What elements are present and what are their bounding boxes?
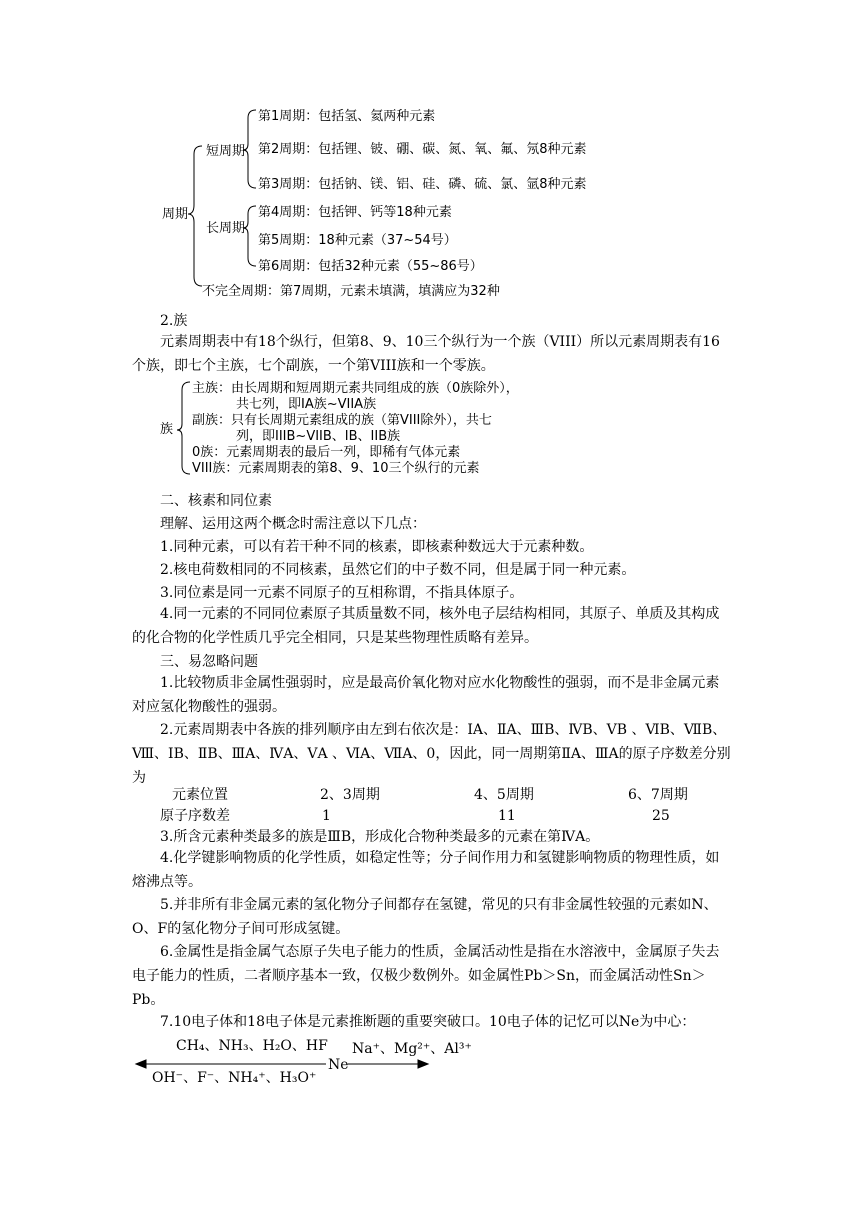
pitfall-item-5: 5.并非所有非金属元素的氢化物分子间都存在氢键，常见的只有非金属性较强的元素如N、O、F的氢化物分子间可形成氢键。 xyxy=(132,897,718,937)
pitfall-item-7: 7.10电子体和18电子体是元素推断题的重要突破口。10电子体的记忆可以Ne为中心： xyxy=(160,1014,696,1030)
eight-group: VIII族：元素周期表的第8、9、10三个纵行的元素 xyxy=(192,461,480,476)
pitfalls-heading: 三、易忽略问题 xyxy=(160,654,258,670)
pitfall-item-2: 2.元素周期表中各族的排列顺序由左到右依次是：ⅠA、ⅡA、ⅢB、ⅣB、ⅤB 、ⅥB、ⅦB、Ⅷ、ⅠB、ⅡB、ⅢA、ⅣA、ⅤA 、ⅥA、ⅦA、0，因此，同一周期第ⅡA、ⅢA的原子序数差分别为 xyxy=(132,722,731,786)
period-5: 第5周期：18种元素（37~54号） xyxy=(258,233,457,248)
ne-center: Ne xyxy=(328,1057,349,1073)
zero-group: 0族：元素周期表的最后一列，即稀有气体元素 xyxy=(192,445,461,460)
long-period-label: 长周期 xyxy=(206,221,246,236)
sub-group-line1: 副族：只有长周期元素组成的族（第VIII除外），共七 xyxy=(192,413,492,428)
sub-group-line2: 列，即IIIB~VIIB、IB、IIB族 xyxy=(236,429,401,444)
short-period-label: 短周期 xyxy=(206,144,246,159)
table-value-p23: 1 xyxy=(322,808,331,824)
group-heading: 2.族 xyxy=(160,313,188,329)
table-header-p67: 6、7周期 xyxy=(628,787,688,803)
ne-left-bottom: OH⁻、F⁻、NH₄⁺、H₃O⁺ xyxy=(152,1070,317,1086)
nuclide-heading: 二、核素和同位素 xyxy=(160,493,272,509)
pitfall-item-1: 1.比较物质非金属性强弱时，应是最高价氧化物对应水化物酸性的强弱，而不是非金属元素对应氢化物酸性的强弱。 xyxy=(132,675,720,715)
main-group-line1: 主族：由长周期和短周期元素共同组成的族（0族除外）， xyxy=(192,381,519,396)
ne-right-top: Na⁺、Mg²⁺、Al³⁺ xyxy=(352,1041,472,1057)
period-root-label: 周期 xyxy=(162,207,189,222)
pitfall-item-3: 3.所含元素种类最多的族是ⅢB，形成化合物种类最多的元素在第ⅣA。 xyxy=(160,829,600,845)
nuclide-item-1: 1.同种元素，可以有若干种不同的核素，即核素种数远大于元素种数。 xyxy=(160,539,594,555)
table-header-position: 元素位置 xyxy=(172,787,228,803)
nuclide-item-3: 3.同位素是同一元素不同原子的互相称谓，不指具体原子。 xyxy=(160,585,524,601)
group-paragraph: 元素周期表中有18个纵行，但第8、9、10三个纵行为一个族（VIII）所以元素周期表有16个族，即七个主族，七个副族，一个第VIII族和一个零族。 xyxy=(132,334,720,374)
group-root-label: 族 xyxy=(160,422,174,437)
table-row-label: 原子序数差 xyxy=(160,808,230,824)
period-1: 第1周期：包括氢、氦两种元素 xyxy=(258,109,436,124)
period-2: 第2周期：包括锂、铍、硼、碳、氮、氧、氟、氖8种元素 xyxy=(258,142,587,157)
table-header-p45: 4、5周期 xyxy=(474,787,534,803)
period-4: 第4周期：包括钾、钙等18种元素 xyxy=(258,205,452,220)
table-value-p67: 25 xyxy=(652,808,670,824)
incomplete-period: 不完全周期：第7周期，元素未填满，填满应为32种 xyxy=(202,284,500,299)
period-6: 第6周期：包括32种元素（55~86号） xyxy=(258,259,483,274)
ne-left-top: CH₄、NH₃、H₂O、HF xyxy=(176,1038,328,1054)
pitfall-item-4: 4.化学键影响物质的化学性质，如稳定性等；分子间作用力和氢键影响物质的物理性质，如熔沸点等。 xyxy=(132,850,720,890)
period-3: 第3周期：包括钠、镁、铝、硅、磷、硫、氯、氩8种元素 xyxy=(258,177,587,192)
table-header-p23: 2、3周期 xyxy=(320,787,380,803)
pitfall-item-6: 6.金属性是指金属气态原子失电子能力的性质，金属活动性是指在水溶液中，金属原子失去电子能力的性质，二者顺序基本一致，仅极少数例外。如金属性Pb＞Sn，而金属活动性Sn＞Pb。 xyxy=(132,944,720,1008)
nuclide-item-4: 4.同一元素的不同同位素原子其质量数不同，核外电子层结构相同，其原子、单质及其构成的化合物的化学性质几乎完全相同，只是某些物理性质略有差异。 xyxy=(132,606,720,646)
table-value-p45: 11 xyxy=(498,808,516,824)
main-group-line2: 共七列，即IA族~VIIA族 xyxy=(236,397,377,412)
nuclide-intro: 理解、运用这两个概念时需注意以下几点： xyxy=(160,516,426,532)
nuclide-item-2: 2.核电荷数相同的不同核素，虽然它们的中子数不同，但是属于同一种元素。 xyxy=(160,562,636,578)
